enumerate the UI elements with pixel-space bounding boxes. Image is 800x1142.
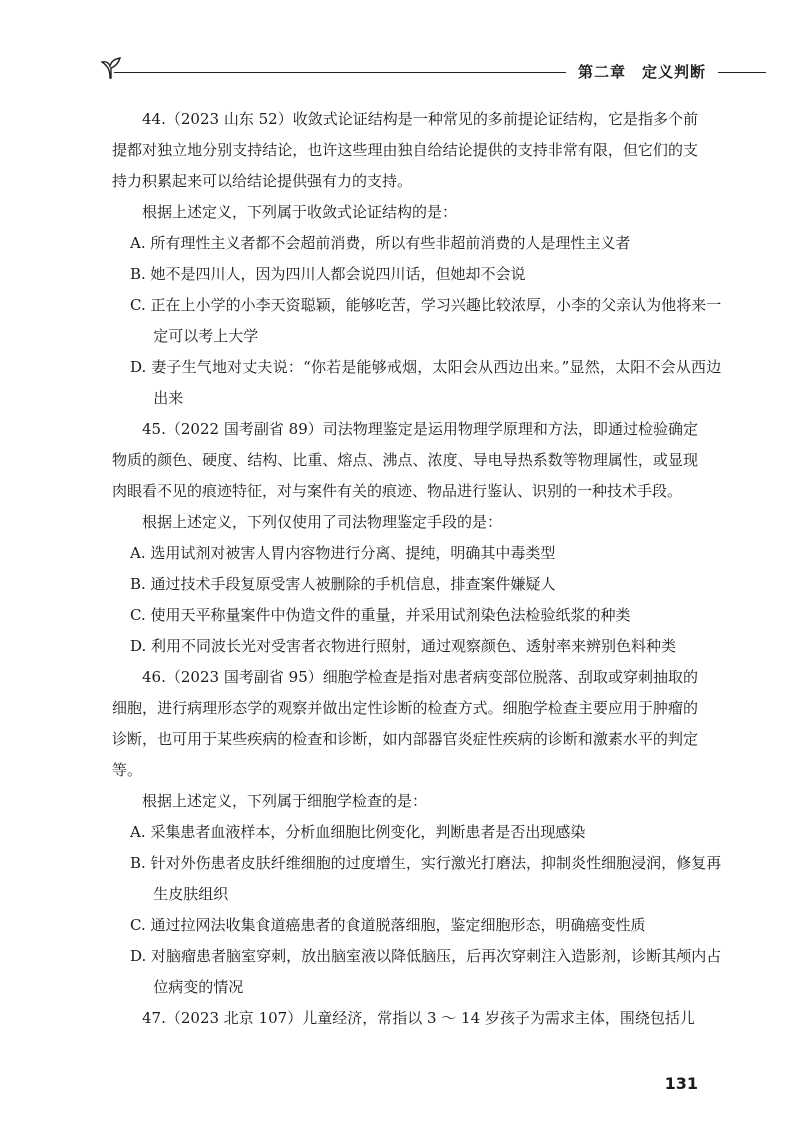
option-a: A. 所有理性主义者都不会超前消费，所以有些非超前消费的人是理性主义者 xyxy=(130,234,631,252)
option-d: D. 妻子生气地对丈夫说：“你若是能够戒烟，太阳会从西边出来。”显然，太阳不会从西边出来 xyxy=(130,358,722,407)
option-c: C. 使用天平称量案件中伪造文件的重量，并采用试剂染色法检验纸浆的种类 xyxy=(130,606,631,624)
sprout-icon xyxy=(96,52,126,82)
question-prompt: 根据上述定义，下列仅使用了司法物理鉴定手段的是： xyxy=(142,513,503,531)
option-a: A. 采集患者血液样本，分析血细胞比例变化，判断患者是否出现感染 xyxy=(130,823,586,841)
question-46 xyxy=(112,662,722,1003)
option-c: C. 正在上小学的小李天资聪颖，能够吃苦，学习兴趣比较浓厚，小李的父亲认为他将来一定可以考上大学 xyxy=(130,296,722,345)
option-d: D. 利用不同波长光对受害者衣物进行照射，通过观察颜色、透射率来辨别色料种类 xyxy=(130,637,677,655)
option-b: B. 针对外伤患者皮肤纤维细胞的过度增生，实行激光打磨法，抑制炎性细胞浸润，修复再生皮肤组织 xyxy=(130,854,722,903)
question-stem: 46.（2023 国考副省 95）细胞学检查是指对患者病变部位脱落、刮取或穿刺抽取的细胞，进行病理形态学的观察并做出定性诊断的检查方式。细胞学检查主要应用于肿瘤的诊断，也可用于某些疾病的检查和诊断，如内部器官炎症性疾病的诊断和激素水平的判定等。 xyxy=(112,668,698,779)
option-b: B. 她不是四川人，因为四川人都会说四川话，但她却不会说 xyxy=(130,265,526,283)
page-body xyxy=(112,104,722,1034)
page-number: 131 xyxy=(664,1074,698,1093)
question-prompt: 根据上述定义，下列属于收敛式论证结构的是： xyxy=(142,203,458,221)
option-a: A. 选用试剂对被害人胃内容物进行分离、提纯，明确其中毒类型 xyxy=(130,544,556,562)
question-47 xyxy=(112,1003,698,1034)
question-45 xyxy=(112,414,698,662)
question-stem: 47.（2023 北京 107）儿童经济，常指以 3 ～ 14 岁孩子为需求主体，围绕包括儿 xyxy=(142,1009,695,1027)
chapter-title: 第二章 定义判断 xyxy=(566,60,718,84)
option-c: C. 通过拉网法收集食道癌患者的食道脱落细胞，鉴定细胞形态，明确癌变性质 xyxy=(130,916,646,934)
question-stem: 45.（2022 国考副省 89）司法物理鉴定是运用物理学原理和方法，即通过检验确定物质的颜色、硬度、结构、比重、熔点、沸点、浓度、导电导热系数等物理属性，或显现肉眼看不见的痕迹特征，对与案件有关的痕迹、物品进行鉴认、识别的一种技术手段。 xyxy=(112,420,698,500)
option-d: D. 对脑瘤患者脑室穿刺，放出脑室液以降低脑压，后再次穿刺注入造影剂，诊断其颅内占位病变的情况 xyxy=(130,947,722,996)
option-b: B. 通过技术手段复原受害人被删除的手机信息，排查案件嫌疑人 xyxy=(130,575,556,593)
running-header xyxy=(96,52,766,88)
question-prompt: 根据上述定义，下列属于细胞学检查的是： xyxy=(142,792,428,810)
header-rule-left xyxy=(114,72,642,73)
question-44 xyxy=(112,104,722,414)
question-stem: 44.（2023 山东 52）收敛式论证结构是一种常见的多前提论证结构，它是指多个前提都对独立地分别支持结论，也许这些理由独自给结论提供的支持非常有限，但它们的支持力积累起来可以给结论提供强有力的支持。 xyxy=(112,110,698,190)
